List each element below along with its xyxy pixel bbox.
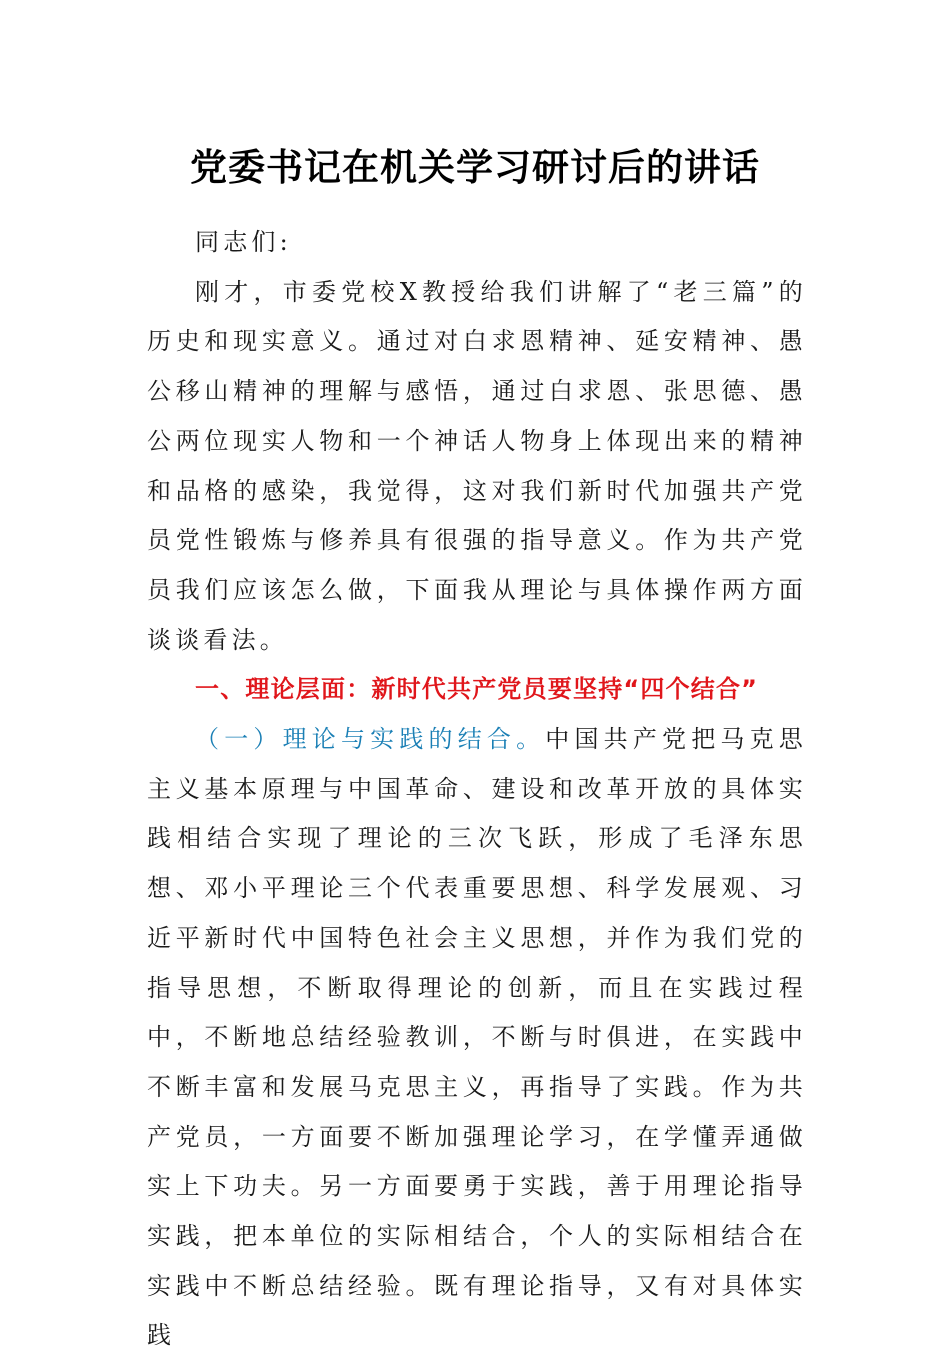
subsection-body-1: 中国共产党把马克思主义基本原理与中国革命、建设和改革开放的具体实践相结合实现了理论的三次飞跃，形成了毛泽东思想、邓小平理论三个代表重要思想、科学发展观、习近平新时代中国特色社会主义思想，并作为我们党的指导思想，不断取得理论的创新，而且在实践过程中，不断地总结经验教训，不断与时俱进，在实践中不断丰富和发展马克思主义，再指导了实践。作为共产党员，一方面要不断加强理论学习，在学懂弄通做实上下功夫。另一方面要勇于实践，善于用理论指导实践，把本单位的实际相结合，个人的实际相结合在实践中不断总结经验。既有理论指导，又有对具体实践 [147, 725, 807, 1350]
section-heading-1: 一、理论层面：新时代共产党员要坚持“四个结合” [195, 675, 759, 704]
subsection-heading-1: （一）理论与实践的结合。 [195, 725, 546, 754]
subsection-paragraph-1 [147, 715, 807, 1361]
document-title: 党委书记在机关学习研讨后的讲话 [190, 145, 760, 189]
document-body [147, 218, 807, 1361]
intro-paragraph: 刚才，市委党校X教授给我们讲解了“老三篇”的历史和现实意义。通过对白求恩精神、延安精神、愚公移山精神的理解与感悟，通过白求恩、张思德、愚公两位现实人物和一个神话人物身上体现出来的精神和品格的感染，我觉得，这对我们新时代加强共产党员党性锻炼与修养具有很强的指导意义。作为共产党员我们应该怎么做，下面我从理论与具体操作两方面谈谈看法。 [147, 277, 807, 654]
salutation: 同志们: [195, 228, 292, 256]
